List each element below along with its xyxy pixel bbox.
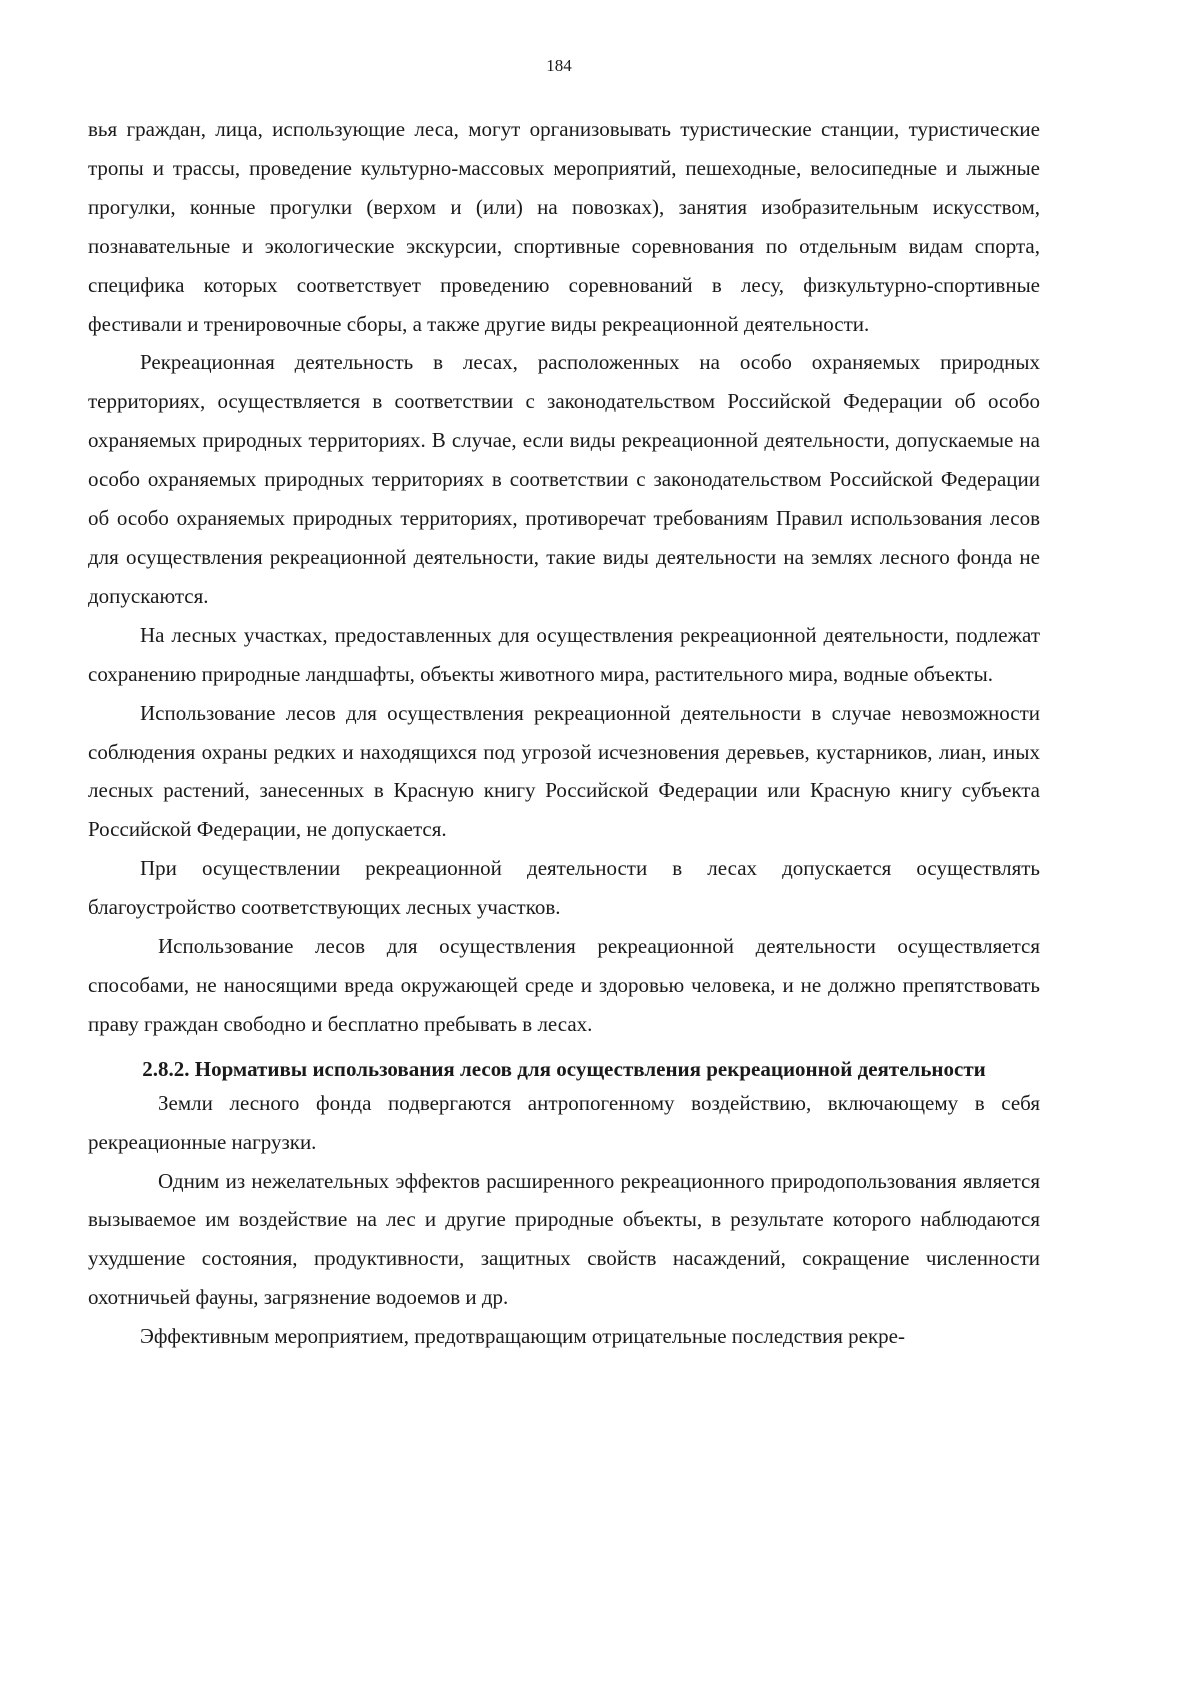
paragraph: Эффективным мероприятием, предотвращающим отрицательные последствия рекре- xyxy=(140,1324,905,1349)
paragraph: Использование лесов для осуществления рекреационной деятельности осуществляется способами, не наносящими вреда окружающей среде и здоровью человека, и не должно препятствовать праву граждан свободно и бесплатно пребывать в лесах. xyxy=(88,934,1040,1036)
paragraph: На лесных участках, предоставленных для осуществления рекреационной деятельности, подлежат сохранению природные ландшафты, объекты животного мира, растительного мира, водные объекты. xyxy=(88,622,1040,686)
paragraph: При осуществлении рекреационной деятельности в лесах допускается осуществлять благоустройство соответствующих лесных участков. xyxy=(88,856,1040,920)
paragraph-continued: вья граждан, лица, использующие леса, могут организовывать туристические станции, туристические тропы и трассы, проведение культурно-массовых мероприятий, пешеходные, велосипедные и лыжные прогулки, конные прогулки (верхом и (или) на повозках), занятия изобразительным искусством, познавательные и экологические экскурсии, спортивные соревнования по отдельным видам спорта, специфика которых соответствует проведению соревнований в лесу, физкультурно-спортивные фестивали и тренировочные сборы, а также другие виды рекреационной деятельности. xyxy=(88,117,1040,336)
document-body xyxy=(88,110,1040,1356)
paragraph: Рекреационная деятельность в лесах, расположенных на особо охраняемых природных территориях, осуществляется в соответствии с законодательством Российской Федерации об особо охраняемых природных территориях. В случае, если виды рекреационной деятельности, допускаемые на особо охраняемых природных территориях в соответствии с законодательством Российской Федерации об особо охраняемых природных территориях, противоречат требованиям Правил использования лесов для осуществления рекреационной деятельности, такие виды деятельности на землях лесного фонда не допускаются. xyxy=(88,350,1040,608)
page-number: 184 xyxy=(546,56,572,75)
section-heading: 2.8.2. Нормативы использования лесов для осуществления рекреационной деятельности xyxy=(142,1056,986,1081)
paragraph: Использование лесов для осуществления рекреационной деятельности в случае невозможности соблюдения охраны редких и находящихся под угрозой исчезновения деревьев, кустарников, лиан, иных лесных растений, занесенных в Красную книгу Российской Федерации или Красную книгу субъекта Российской Федерации, не допускается. xyxy=(88,700,1040,842)
paragraph: Одним из нежелательных эффектов расширенного рекреационного природопользования является вызываемое им воздействие на лес и другие природные объекты, в результате которого наблюдаются ухудшение состояния, продуктивности, защитных свойств насаждений, сокращение численности охотничьей фауны, загрязнение водоемов и др. xyxy=(88,1168,1040,1310)
paragraph: Земли лесного фонда подвергаются антропогенному воздействию, включающему в себя рекреационные нагрузки. xyxy=(88,1090,1040,1154)
